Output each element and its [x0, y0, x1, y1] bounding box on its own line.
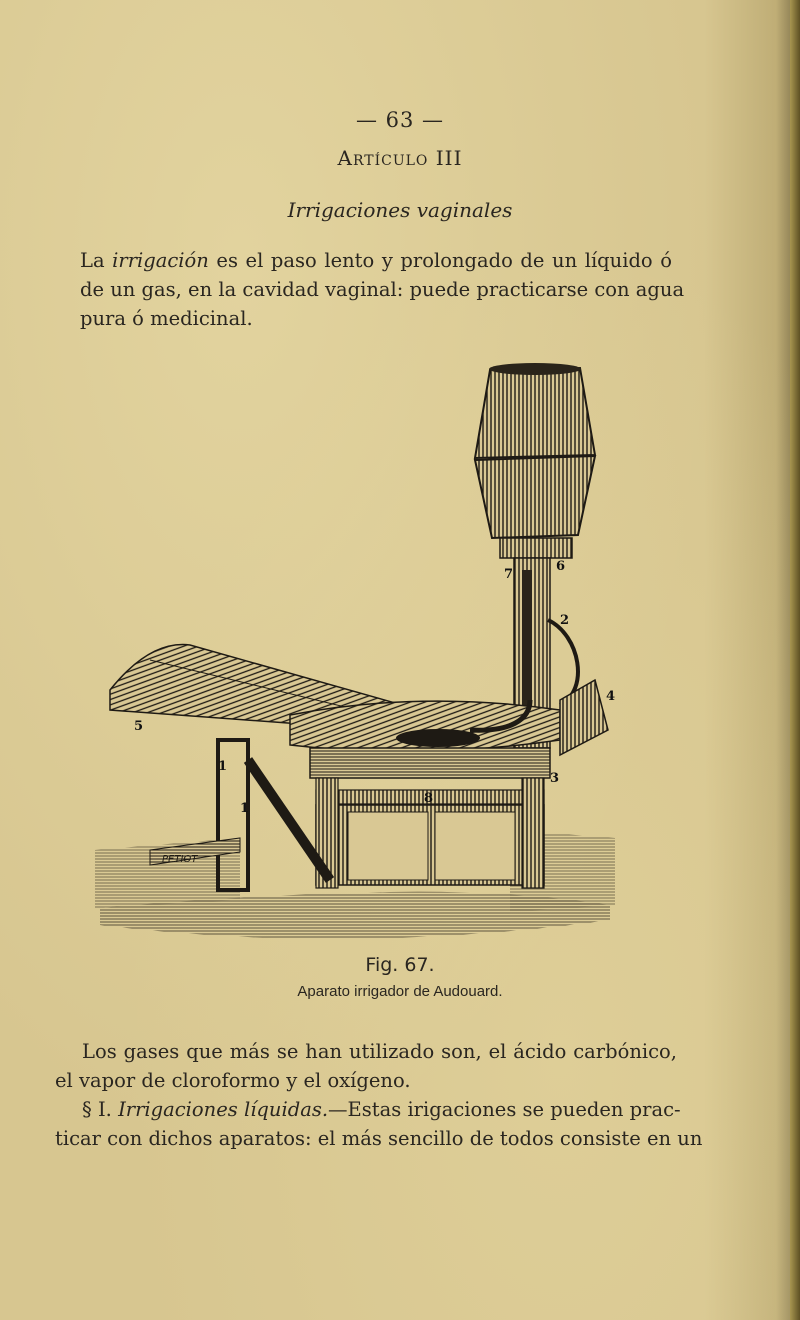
body-paragraph	[55, 1037, 703, 1153]
page-number: — 63 —	[355, 108, 445, 132]
body-line-3	[55, 1095, 681, 1124]
body-line-1: Los gases que más se han utilizado son, el ácido carbónico,	[82, 1040, 677, 1063]
intro-line-2: de un gas, en la cavidad vaginal: puede practicarse con agua	[80, 278, 685, 301]
intro-term: irrigación	[112, 249, 209, 272]
intro-lead: La	[80, 249, 113, 272]
intro-line-3: pura ó medicinal.	[80, 307, 253, 330]
irrigator-apparatus-illustration	[90, 360, 622, 945]
marker-1-bottom: 1	[240, 801, 250, 816]
intro-paragraph	[80, 246, 685, 333]
marker-7: 7	[504, 567, 514, 582]
intro-line-1-rest: es el paso lento y prolongado de un líquido ó	[208, 249, 672, 272]
body-line-3-rest: —Estas irigaciones se pueden prac-	[328, 1098, 681, 1121]
marker-2: 2	[560, 613, 570, 628]
intro-line-1	[80, 246, 672, 275]
body-line-4: ticar con dichos aparatos: el más sencillo de todos consiste en un	[55, 1127, 703, 1150]
body-line-2: el vapor de cloroformo y el oxígeno.	[55, 1069, 411, 1092]
marker-1-top: 1	[218, 759, 228, 774]
marker-5: 5	[134, 719, 144, 734]
article-heading: Artículo III	[337, 146, 463, 170]
marker-6: 6	[556, 559, 566, 574]
marker-8: 8	[424, 791, 434, 806]
section-symbol: § I.	[82, 1098, 112, 1121]
figure-label: Fig. 67.	[365, 954, 435, 976]
engraver-signature: PETIOT	[162, 854, 198, 865]
marker-3: 3	[550, 771, 560, 786]
section-title: Irrigaciones vaginales	[287, 198, 513, 222]
body-term: Irrigaciones líquidas.	[118, 1098, 329, 1121]
marker-4: 4	[606, 689, 616, 704]
figure-caption: Aparato irrigador de Audouard.	[297, 983, 503, 1000]
